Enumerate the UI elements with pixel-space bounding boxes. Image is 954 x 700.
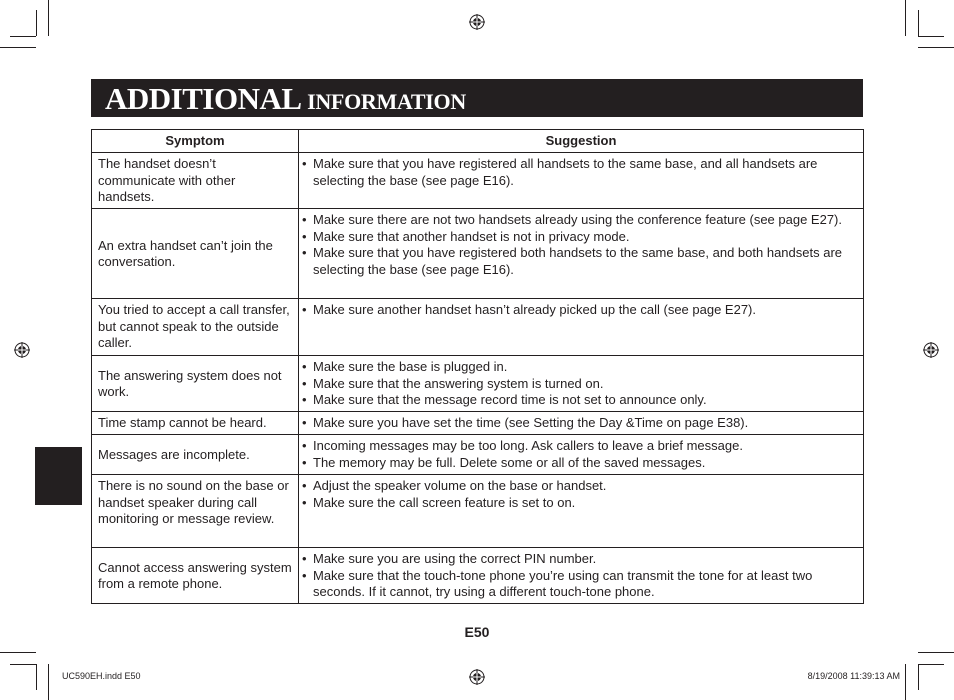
suggestion-cell — [299, 299, 864, 356]
symptom-cell: The answering system does not work. — [92, 356, 299, 412]
registration-mark-icon — [923, 342, 939, 358]
suggestion-cell — [299, 412, 864, 435]
table-row — [92, 356, 864, 412]
crop-mark — [0, 47, 36, 48]
suggestion-item: • Adjust the speaker volume on the base or handset. — [302, 478, 863, 495]
suggestion-item: • Make sure another handset hasn’t already picked up the call (see page E27). — [302, 302, 863, 319]
footer-timestamp: 8/19/2008 11:39:13 AM — [807, 671, 900, 681]
table-header-row — [92, 130, 864, 153]
table-row — [92, 475, 864, 548]
crop-mark — [48, 664, 49, 700]
suggestion-item: • Make sure that the answering system is turned on. — [302, 376, 863, 393]
table-row — [92, 548, 864, 604]
crop-mark — [918, 652, 954, 653]
symptom-cell: The handset doesn’t communicate with other handsets. — [92, 153, 299, 209]
symptom-cell: Cannot access answering system from a remote phone. — [92, 548, 299, 604]
suggestion-item: • Make sure the base is plugged in. — [302, 359, 863, 376]
crop-mark — [10, 664, 36, 665]
table-row — [92, 299, 864, 356]
suggestion-cell — [299, 209, 864, 299]
symptom-cell: There is no sound on the base or handset speaker during call monitoring or message review. — [92, 475, 299, 548]
suggestion-cell — [299, 548, 864, 604]
footer-file-info: UC590EH.indd E50 — [62, 671, 141, 681]
symptom-cell: Messages are incomplete. — [92, 435, 299, 475]
crop-mark — [918, 664, 919, 690]
suggestion-item: • Make sure you are using the correct PIN number. — [302, 551, 863, 568]
column-header-suggestion: Suggestion — [299, 130, 864, 153]
crop-mark — [905, 0, 906, 36]
symptom-cell: An extra handset can’t join the conversation. — [92, 209, 299, 299]
page-number: E50 — [464, 624, 490, 640]
column-header-symptom: Symptom — [92, 130, 299, 153]
suggestion-cell — [299, 153, 864, 209]
troubleshooting-table — [91, 129, 864, 604]
section-header — [91, 79, 863, 117]
crop-mark — [0, 652, 36, 653]
table-row — [92, 209, 864, 299]
suggestion-cell — [299, 356, 864, 412]
suggestion-item: • Make sure that you have registered all handsets to the same base, and all handsets are selecting the base (see page E16). — [302, 156, 863, 189]
suggestion-cell — [299, 475, 864, 548]
crop-mark — [48, 0, 49, 36]
crop-mark — [10, 36, 36, 37]
suggestion-item: • Make sure that another handset is not in privacy mode. — [302, 229, 863, 246]
registration-mark-icon — [469, 669, 485, 685]
suggestion-item: • Make sure the call screen feature is set to on. — [302, 495, 863, 512]
crop-mark — [905, 664, 906, 700]
crop-mark — [918, 10, 919, 36]
table-row — [92, 435, 864, 475]
crop-mark — [36, 664, 37, 690]
registration-mark-icon — [469, 14, 485, 30]
suggestion-item: • Make sure you have set the time (see Setting the Day &Time on page E38). — [302, 415, 863, 432]
table-row — [92, 412, 864, 435]
header-title-sub: INFORMATION — [307, 89, 466, 114]
table-row — [92, 153, 864, 209]
suggestion-cell — [299, 435, 864, 475]
symptom-cell: Time stamp cannot be heard. — [92, 412, 299, 435]
crop-mark — [36, 10, 37, 36]
suggestion-item: • Make sure that the touch-tone phone you’re using can transmit the tone for at least two seconds. If it cannot, try using a different touch-tone phone. — [302, 568, 863, 601]
suggestion-item: • Incoming messages may be too long. Ask callers to leave a brief message. — [302, 438, 863, 455]
suggestion-item: • Make sure that you have registered both handsets to the same base, and both handsets are selecting the base (see page E16). — [302, 245, 863, 278]
suggestion-item: • Make sure there are not two handsets already using the conference feature (see page E27). — [302, 212, 863, 229]
registration-mark-icon — [14, 342, 30, 358]
symptom-cell: You tried to accept a call transfer, but cannot speak to the outside caller. — [92, 299, 299, 356]
crop-mark — [918, 664, 944, 665]
header-title-main: ADDITIONAL — [105, 81, 300, 116]
suggestion-item: • Make sure that the message record time is not set to announce only. — [302, 392, 863, 409]
crop-mark — [918, 36, 944, 37]
suggestion-item: • The memory may be full. Delete some or all of the saved messages. — [302, 455, 863, 472]
crop-mark — [918, 47, 954, 48]
section-tab — [35, 447, 82, 505]
